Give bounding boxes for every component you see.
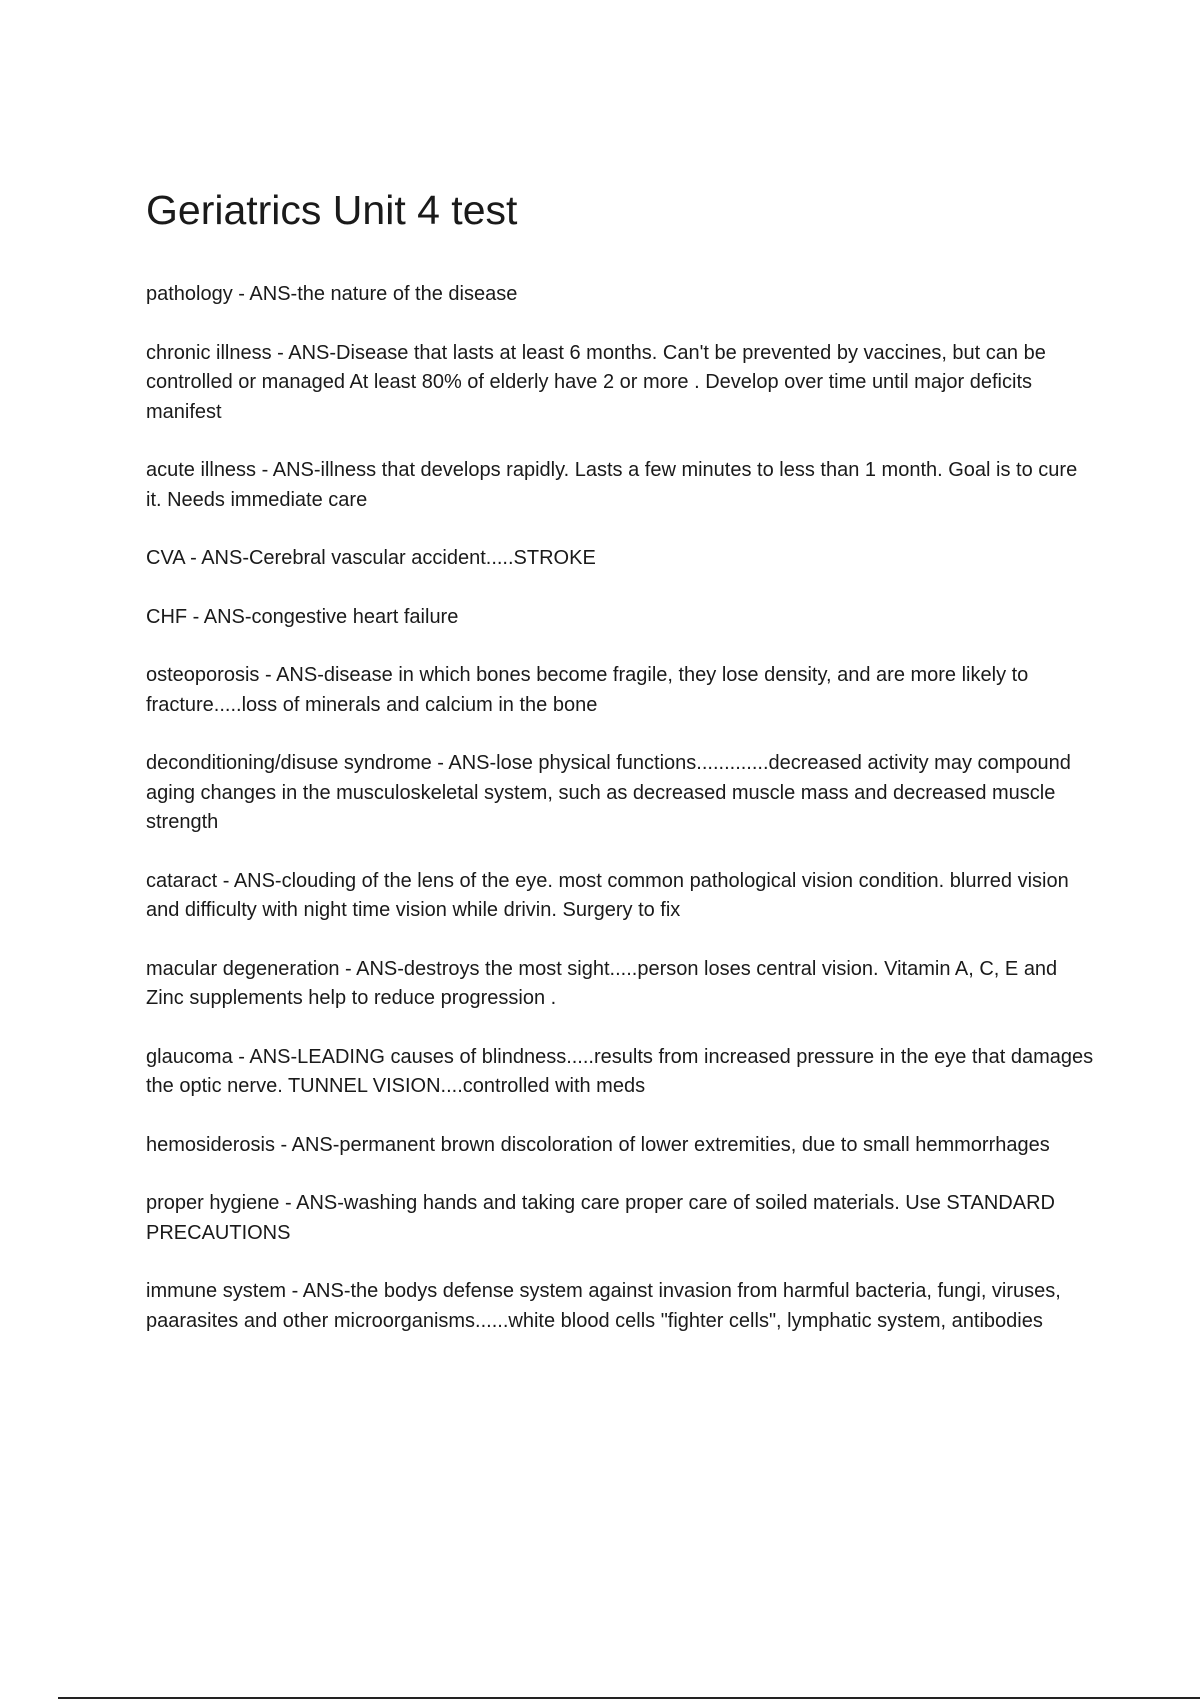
term-entry-cva: CVA - ANS-Cerebral vascular accident.....STROKE (146, 547, 596, 569)
footer-divider (58, 1697, 1200, 1699)
term-entry-chf: CHF - ANS-congestive heart failure (146, 605, 459, 628)
document-title: Geriatrics Unit 4 test (146, 187, 518, 233)
term-entry-cataract: cataract - ANS-clouding of the lens of the eye. most common pathological vision condition. blurred vision and difficulty with night time vision while drivin. Surgery to fix (146, 869, 1069, 921)
term-list (146, 280, 1096, 1365)
term-entry-hemosiderosis: hemosiderosis - ANS-permanent brown discoloration of lower extremities, due to small hemmorrhages (146, 1133, 1050, 1156)
term-entry-immune-system: immune system - ANS-the bodys defense system against invasion from harmful bacteria, fungi, viruses, paarasites and other microorganisms......white blood cells "fighter cells", lymphatic system, antibodies (146, 1280, 1061, 1332)
term-entry-osteoporosis: osteoporosis - ANS-disease in which bones become fragile, they lose density, and are more likely to fracture.....loss of minerals and calcium in the bone (146, 664, 1029, 716)
term-entry-acute-illness: acute illness - ANS-illness that develops rapidly. Lasts a few minutes to less than 1 month. Goal is to cure it. Needs immediate care (146, 459, 1078, 511)
term-entry-pathology: pathology - ANS-the nature of the disease (146, 283, 518, 305)
term-entry-macular-degeneration: macular degeneration - ANS-destroys the most sight.....person loses central vision. Vitamin A, C, E and Zinc supplements help to reduce progression . (146, 957, 1058, 1009)
term-entry-deconditioning: deconditioning/disuse syndrome - ANS-lose physical functions.............decreased activity may compound aging changes in the musculoskeletal system, such as decreased muscle mass and decreased muscle strength (146, 752, 1071, 833)
term-entry-glaucoma: glaucoma - ANS-LEADING causes of blindness.....results from increased pressure in the eye that damages the optic nerve. TUNNEL VISION....controlled with meds (146, 1045, 1094, 1097)
term-entry-chronic-illness: chronic illness - ANS-Disease that lasts at least 6 months. Can't be prevented by vaccines, but can be controlled or managed At least 80% of elderly have 2 or more . Develop over time until major deficits manifest (146, 341, 1046, 423)
term-entry-proper-hygiene: proper hygiene - ANS-washing hands and taking care proper care of soiled materials. Use STANDARD PRECAUTIONS (146, 1192, 1055, 1244)
